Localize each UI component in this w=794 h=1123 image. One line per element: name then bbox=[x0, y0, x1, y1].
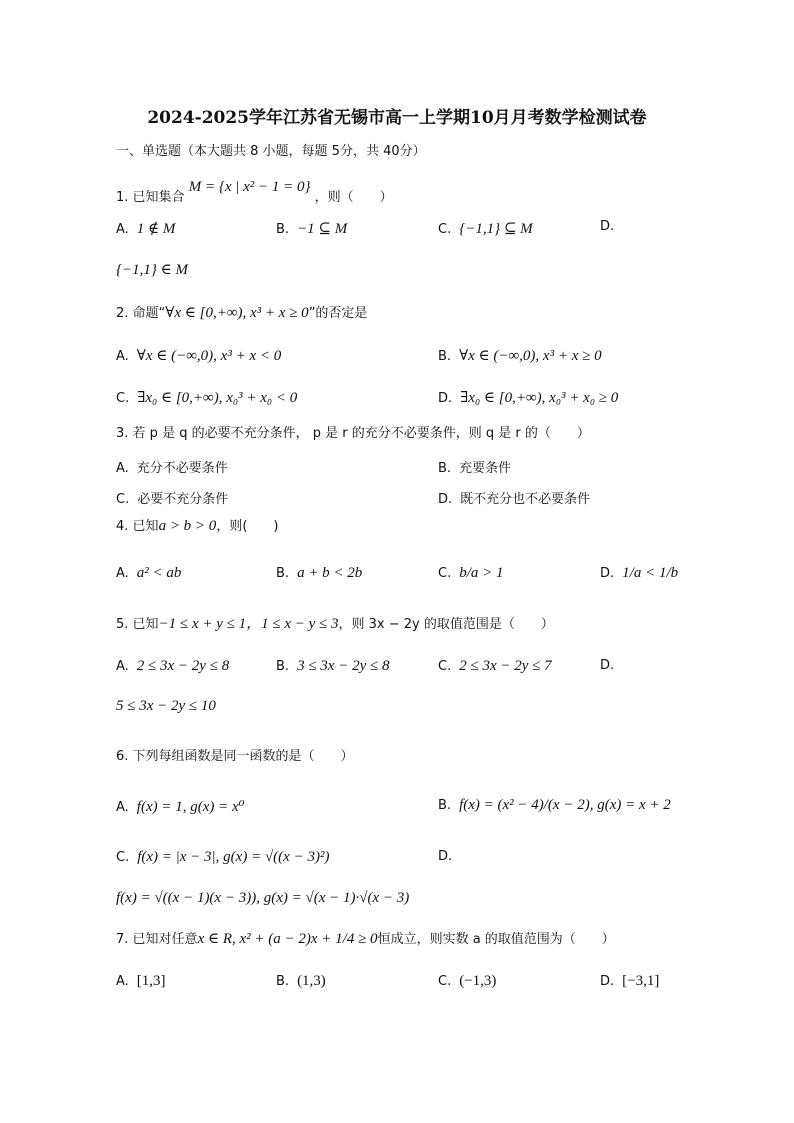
option-d-text: {−1,1} ∈ M bbox=[116, 262, 188, 278]
option-c: C. 必要不充分条件 bbox=[116, 492, 229, 507]
option-d-label: D. bbox=[438, 849, 453, 864]
question-number: 7. bbox=[116, 932, 129, 947]
options-row bbox=[116, 388, 676, 408]
options-row bbox=[116, 973, 676, 993]
question-tail: 恒成立，则实数 a 的取值范围为（ ） bbox=[377, 932, 615, 947]
option-d: D. 既不充分也不必要条件 bbox=[438, 492, 591, 507]
options-row bbox=[116, 488, 676, 508]
question-tail: ，则( ) bbox=[216, 519, 279, 534]
option-c: C. ∃x₀ ∈ [0,+∞), x₀³ + x₀ < 0 bbox=[116, 390, 298, 406]
option-b: B. (1,3) bbox=[276, 973, 326, 989]
option-d: D. 1/a < 1/b bbox=[600, 565, 679, 581]
section-heading: 一、单选题（本大题共 8 小题，每题 5分，共 40分） bbox=[116, 144, 426, 159]
option-a: A. a² < ab bbox=[116, 565, 182, 581]
options-row bbox=[116, 658, 676, 678]
question-math: −1 ≤ x + y ≤ 1，1 ≤ x − y ≤ 3 bbox=[158, 616, 339, 632]
option-c: C. b/a > 1 bbox=[438, 565, 504, 581]
option-b: B. 充要条件 bbox=[438, 461, 512, 476]
option-d-text: 5 ≤ 3x − 2y ≤ 10 bbox=[116, 698, 216, 714]
option-d-text: f(x) = √((x − 1)(x − 3)), g(x) = √(x − 1)·√(x − 3) bbox=[116, 890, 410, 906]
option-b: B. 3 ≤ 3x − 2y ≤ 8 bbox=[276, 658, 390, 674]
question-stem: 命题“ bbox=[132, 306, 166, 321]
question-number: 6. bbox=[116, 749, 129, 764]
option-a: A. 2 ≤ 3x − 2y ≤ 8 bbox=[116, 658, 230, 674]
options-row bbox=[116, 797, 676, 817]
question-stem: 已知对任意 bbox=[132, 932, 198, 947]
question-stem: 已知集合 bbox=[132, 190, 185, 205]
option-a: A. f(x) = 1, g(x) = x⁰ bbox=[116, 799, 245, 815]
option-c: C. f(x) = |x − 3|, g(x) = √((x − 3)²) bbox=[116, 849, 330, 865]
options-row bbox=[116, 219, 676, 239]
question-3 bbox=[116, 427, 590, 440]
question-1 bbox=[116, 179, 393, 205]
question-tail: ，则 3x − 2y 的取值范围是（ ） bbox=[338, 617, 554, 632]
question-number: 4. bbox=[116, 519, 129, 534]
question-number: 5. bbox=[116, 617, 129, 632]
option-b: B. ∀x ∈ (−∞,0), x³ + x ≥ 0 bbox=[438, 348, 602, 364]
question-stem: 已知 bbox=[132, 617, 159, 632]
option-c: C. 2 ≤ 3x − 2y ≤ 7 bbox=[438, 658, 552, 674]
option-b: B. a + b < 2b bbox=[276, 565, 363, 581]
question-6 bbox=[116, 750, 354, 763]
option-d-label: D. bbox=[600, 658, 615, 673]
question-stem: 下列每组函数是同一函数的是（ ） bbox=[132, 749, 354, 764]
options-row bbox=[116, 346, 676, 366]
question-2 bbox=[116, 306, 367, 321]
option-d-label: D. bbox=[600, 219, 615, 234]
question-tail: ，则（ ） bbox=[314, 190, 393, 205]
option-a: A. 1 ∉ M bbox=[116, 221, 176, 237]
option-a: A. 充分不必要条件 bbox=[116, 461, 228, 476]
question-4 bbox=[116, 519, 278, 534]
page-title: 2024-2025学年江苏省无锡市高一上学期10月月考数学检测试卷 bbox=[147, 108, 647, 128]
question-number: 3. bbox=[116, 426, 129, 441]
option-b: B. f(x) = (x² − 4)/(x − 2), g(x) = x + 2 bbox=[438, 797, 671, 813]
options-row bbox=[116, 565, 679, 585]
question-stem: 已知 bbox=[132, 519, 159, 534]
question-number: 2. bbox=[116, 306, 129, 321]
question-stem: 若 p 是 q 的必要不充分条件， p 是 r 的充分不必要条件，则 q 是 r 的（ ） bbox=[132, 426, 590, 441]
question-number: 1. bbox=[116, 190, 129, 205]
option-b: B. −1 ⊆ M bbox=[276, 221, 348, 237]
question-7 bbox=[116, 932, 615, 947]
option-a: A. ∀x ∈ (−∞,0), x³ + x < 0 bbox=[116, 348, 282, 364]
question-math: x ∈ R, x² + (a − 2)x + 1/4 ≥ 0 bbox=[197, 931, 378, 947]
question-math: M = {x | x² − 1 = 0} bbox=[188, 179, 311, 195]
options-row bbox=[116, 457, 676, 477]
question-math: ∀x ∈ [0,+∞), x³ + x ≥ 0 bbox=[165, 305, 309, 321]
question-tail: ”的否定是 bbox=[308, 306, 368, 321]
option-c: C. {−1,1} ⊆ M bbox=[438, 221, 533, 237]
question-5 bbox=[116, 617, 554, 632]
option-c: C. (−1,3) bbox=[438, 973, 497, 989]
question-math: a > b > 0 bbox=[158, 518, 217, 534]
option-d: D. [−3,1] bbox=[600, 973, 660, 989]
options-row bbox=[116, 849, 676, 869]
option-a: A. [1,3] bbox=[116, 973, 166, 989]
option-d: D. ∃x₀ ∈ [0,+∞), x₀³ + x₀ ≥ 0 bbox=[438, 390, 619, 406]
